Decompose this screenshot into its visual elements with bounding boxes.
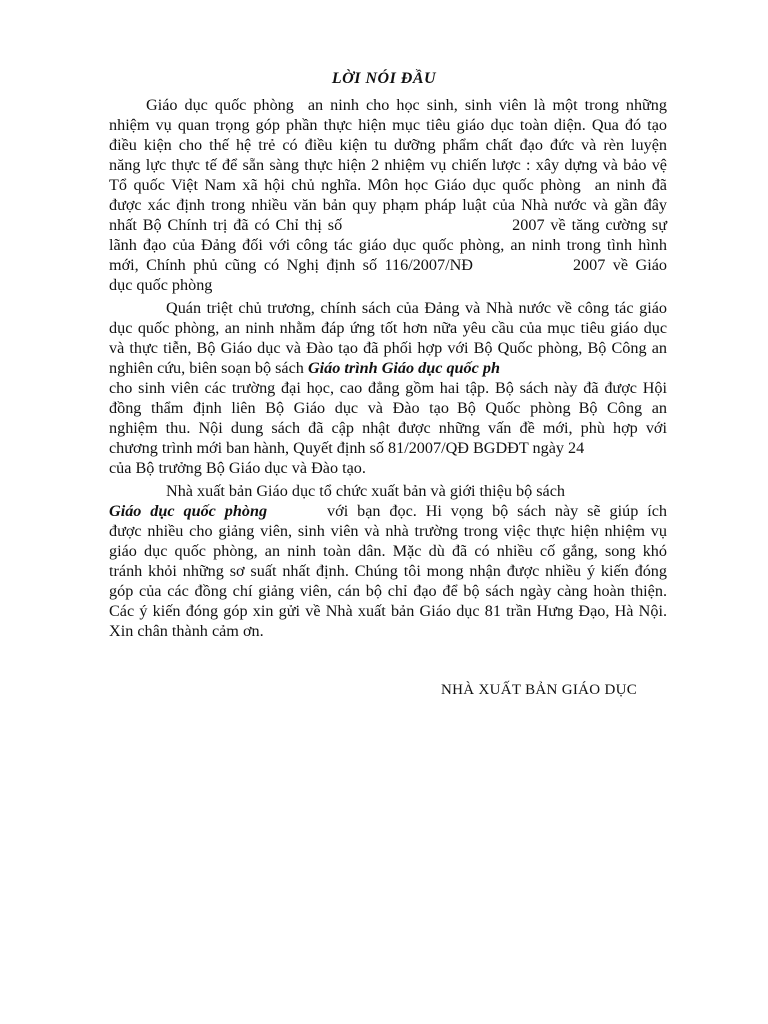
paragraph-3-line-4: giáo dục quốc phòng, an ninh toàn dân. Mặc dù đã có nhiều cố gắng, song khó bbox=[109, 542, 667, 560]
paragraph-3-line-8: Xin chân thành cảm ơn. bbox=[109, 622, 264, 640]
text-span: 2007 về Giáo bbox=[572, 256, 667, 274]
paragraph-1-line-8: lãnh đạo của Đảng đối với công tác giáo dục quốc phòng, an ninh trong tình hình bbox=[109, 236, 667, 254]
text-span: Giáo dục quốc phòng bbox=[146, 96, 294, 114]
text-span: Bộ Quốc phòng bbox=[456, 399, 571, 417]
text-span: nhất Bộ Chính trị đã có Chỉ thị số bbox=[109, 216, 343, 234]
paragraph-3-line-6: góp của các đồng chí giảng viên, cán bộ chỉ đạo để bộ sách ngày càng hoàn thiện. bbox=[109, 582, 667, 600]
page-title: LỜI NÓI ĐẦU bbox=[331, 70, 437, 87]
paragraph-1-line-9 bbox=[109, 255, 667, 275]
paragraph-1-line-1 bbox=[146, 95, 667, 115]
text-span: nghiên cứu, biên soạn bộ sách bbox=[109, 359, 304, 377]
paragraph-1-line-3: điều kiện cho thế hệ trẻ có điều kiện tu dưỡng phẩm chất đạo đức và rèn luyện bbox=[109, 136, 667, 154]
paragraph-3-line-5: tránh khỏi những sơ suất nhất định. Chúng tôi mong nhận được nhiều ý kiến đóng bbox=[109, 562, 667, 580]
text-span: an ninh đã bbox=[594, 176, 667, 194]
paragraph-1-line-4: năng lực thực tế để sẵn sàng thực hiện 2 nhiệm vụ chiến lược : xây dựng và bảo vệ bbox=[109, 156, 667, 174]
text-span: mới, Chính phủ cũng có Nghị định số 116/2007/NĐ bbox=[109, 256, 473, 274]
paragraph-2-line-4 bbox=[109, 358, 667, 378]
paragraph-1-line-7 bbox=[109, 215, 667, 235]
text-span: an ninh cho học sinh, sinh viên là một trong những bbox=[307, 96, 667, 114]
paragraph-2-line-3: và thực tiễn, Bộ Giáo dục và Đào tạo đã phối hợp với Bộ Quốc phòng, Bộ Công an bbox=[109, 339, 667, 357]
paragraph-3-line-1: Nhà xuất bản Giáo dục tổ chức xuất bản và giới thiệu bộ sách bbox=[166, 482, 565, 500]
text-span: Tổ quốc Việt Nam xã hội chủ nghĩa. Môn học Giáo dục quốc phòng bbox=[109, 176, 581, 194]
text-span: với bạn đọc. Hi vọng bộ sách này sẽ giúp ích bbox=[327, 502, 667, 520]
paragraph-1-line-6: được xác định trong nhiều văn bản quy phạm pháp luật của Nhà nước và gần đây bbox=[109, 196, 667, 214]
paragraph-3-line-2 bbox=[109, 501, 667, 521]
paragraph-3-line-3: được nhiều cho giảng viên, sinh viên và nhà trường trong việc thực hiện nhiệm vụ bbox=[109, 522, 667, 540]
paragraph-2-line-5: cho sinh viên các trường đại học, cao đẳng gồm hai tập. Bộ sách này đã được Hội bbox=[109, 379, 667, 397]
paragraph-2-line-9: của Bộ trưởng Bộ Giáo dục và Đào tạo. bbox=[109, 459, 366, 477]
paragraph-3-line-7: Các ý kiến đóng góp xin gửi về Nhà xuất bản Giáo dục 81 trần Hưng Đạo, Hà Nội. bbox=[109, 602, 667, 620]
paragraph-2-line-6 bbox=[109, 398, 667, 418]
text-span: đồng thẩm định liên Bộ Giáo dục và Đào tạo bbox=[109, 399, 449, 417]
paragraph-2-line-8: chương trình mới ban hành, Quyết định số 81/2007/QĐ BGDĐT ngày 24 bbox=[109, 439, 585, 457]
paragraph-1-line-2: nhiệm vụ quan trọng góp phần thực hiện mục tiêu giáo dục toàn diện. Qua đó tạo bbox=[109, 116, 667, 134]
paragraph-2-line-2: dục quốc phòng, an ninh nhằm đáp ứng tốt hơn nữa yêu cầu của mục tiêu giáo dục bbox=[109, 319, 667, 337]
paragraph-2-line-1: Quán triệt chủ trương, chính sách của Đảng và Nhà nước về công tác giáo bbox=[166, 299, 667, 317]
text-span: Bộ Công an bbox=[578, 399, 668, 417]
book-title-text: Giáo trình Giáo dục quốc ph bbox=[307, 359, 500, 377]
paragraph-2-line-7: nghiệm thu. Nội dung sách đã cập nhật được những vấn đề mới, phù hợp với bbox=[109, 419, 667, 437]
paragraph-1-line-5 bbox=[109, 175, 667, 195]
paragraph-1-line-10: dục quốc phòng bbox=[109, 276, 213, 294]
publisher-signature: NHÀ XUẤT BẢN GIÁO DỤC bbox=[441, 682, 638, 698]
book-title-text: Giáo dục quốc phòng bbox=[109, 502, 268, 520]
text-span: 2007 về tăng cường sự bbox=[512, 216, 667, 234]
